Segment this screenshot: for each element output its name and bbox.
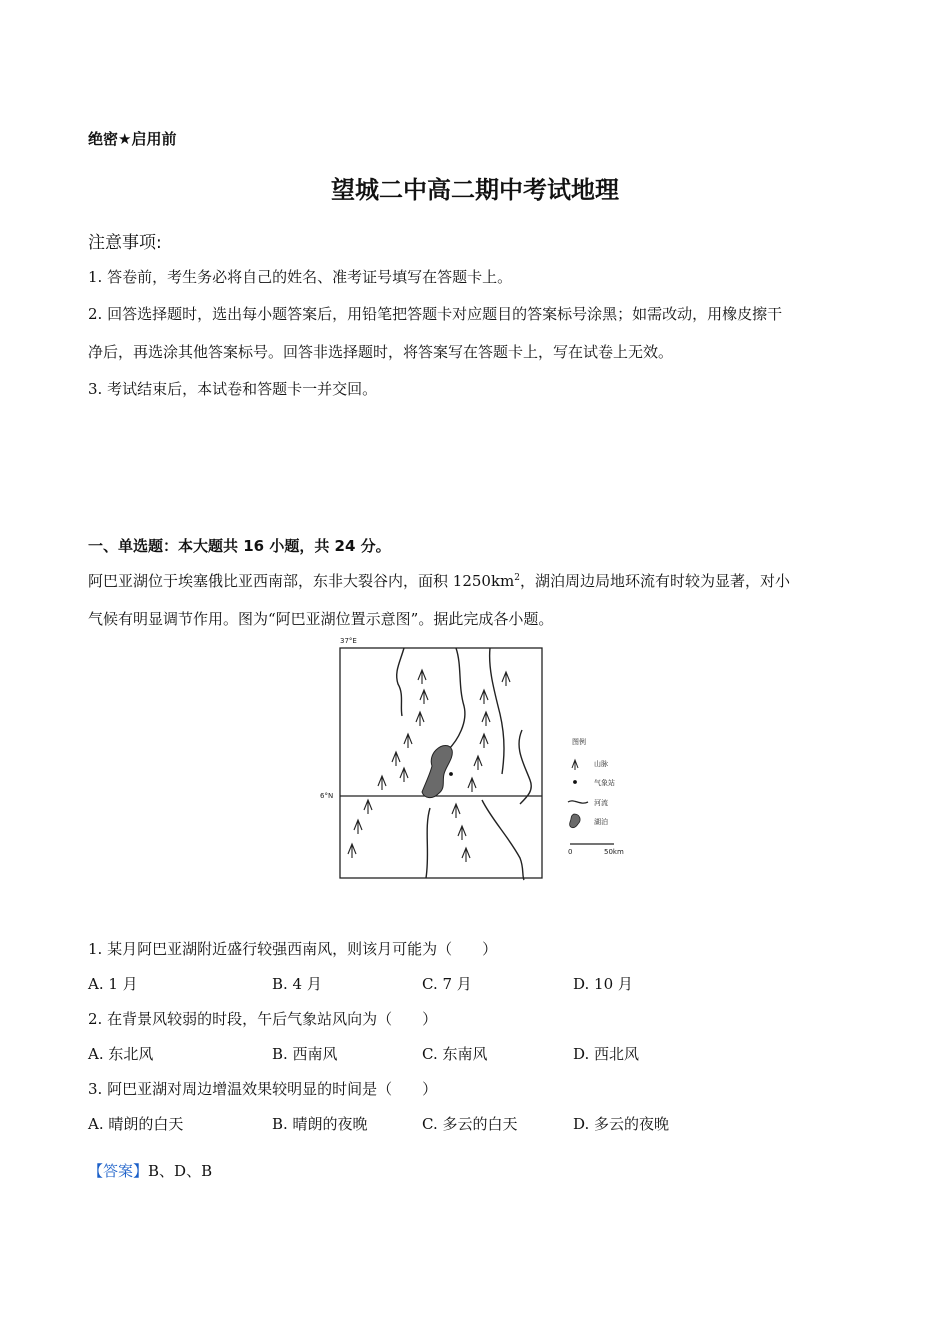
scale-zero: 0 [568,848,573,856]
question-2-stem: 2. 在背景风较弱的时段，午后气象站风向为（ ） [88,1010,438,1028]
question-1-stem: 1. 某月阿巴亚湖附近盛行较强西南风，则该月可能为（ ） [88,940,498,958]
mountain-icon [354,820,362,834]
area-superscript: 2 [514,573,520,583]
river-north [448,648,465,750]
question-3-option-b[interactable]: B. 晴朗的夜晚 [272,1115,368,1133]
mountain-icon [416,712,424,726]
question-3-option-d[interactable]: D. 多云的夜晚 [573,1115,670,1133]
legend-title: 图例 [572,738,586,746]
legend-station: 气象站 [594,779,615,787]
question-2-option-d[interactable]: D. 西北风 [573,1045,640,1063]
mountain-icon [418,670,426,684]
intro-line-1-b: ，湖泊周边局地环流有时较为显著，对小 [520,572,791,590]
notice-item-3: 3. 考试结束后，本试卷和答题卡一并交回。 [88,380,378,398]
secret-mark: 绝密★启用前 [88,130,177,148]
question-3-option-a[interactable]: A. 晴朗的白天 [88,1115,184,1133]
mountain-icon [462,848,470,862]
mountain-icon [458,826,466,840]
abaya-lake [422,746,452,798]
intro-line-2: 气候有明显调节作用。图为“阿巴亚湖位置示意图”。据此完成各小题。 [88,610,554,628]
question-2-option-c[interactable]: C. 东南风 [422,1045,488,1063]
question-1-option-c[interactable]: C. 7 月 [422,975,472,993]
mountain-icon [468,778,476,792]
abaya-lake-map [318,632,638,882]
question-2-option-b[interactable]: B. 西南风 [272,1045,338,1063]
legend-lake: 湖泊 [594,818,608,826]
answer-tag: 【答案】 [88,1162,149,1180]
mountain-icon [404,734,412,748]
question-1-option-d[interactable]: D. 10 月 [573,975,633,993]
legend-station-icon [573,780,577,784]
intro-line-1 [88,570,790,591]
section-heading: 一、单选题：本大题共 16 小题，共 24 分。 [88,537,391,555]
river-ne [490,648,504,774]
answer-line [88,1160,212,1181]
river-east [519,730,531,804]
mountain-icon [348,844,356,858]
mountain-icon [364,800,372,814]
answer-value: B、D、B [148,1162,213,1180]
legend-river: 河流 [594,799,608,807]
notice-item-2-cont: 净后，再选涂其他答案标号。回答非选择题时，将答案写在答题卡上，写在试卷上无效。 [88,343,674,361]
legend-mountain: 山脉 [594,760,608,768]
weather-station [449,772,453,776]
question-1-option-b[interactable]: B. 4 月 [272,975,322,993]
legend-mountain-icon [572,760,578,770]
intro-line-1-a: 阿巴亚湖位于埃塞俄比亚西南部，东非大裂谷内，面积 1250km [88,572,515,590]
mountain-icon [378,776,386,790]
mountain-icon [392,752,400,766]
notice-heading-colon: : [156,233,162,253]
question-3-stem: 3. 阿巴亚湖对周边增温效果较明显的时间是（ ） [88,1080,438,1098]
latitude-label: 6°N [320,792,334,800]
notice-item-1: 1. 答卷前，考生务必将自己的姓名、准考证号填写在答题卡上。 [88,268,513,286]
mountain-icon [420,690,428,704]
mountain-icon [452,804,460,818]
river-south-east [482,800,524,880]
legend-river-icon [568,801,588,803]
mountain-icon [480,690,488,704]
longitude-label: 37°E [340,637,357,645]
river-south-west [426,808,430,878]
mountain-icon [474,756,482,770]
notice-heading [88,228,162,253]
question-2-option-a[interactable]: A. 东北风 [88,1045,154,1063]
question-3-option-c[interactable]: C. 多云的白天 [422,1115,518,1133]
notice-item-2: 2. 回答选择题时，选出每小题答案后，用铅笔把答题卡对应题目的答案标号涂黑；如需改动，用橡皮擦干 [88,305,783,323]
question-1-option-a[interactable]: A. 1 月 [88,975,138,993]
scale-end: 50km [604,848,624,856]
mountain-symbols [348,670,510,862]
river-nw [397,648,404,716]
notice-heading-text: 注意事项 [88,233,156,253]
mountain-icon [480,734,488,748]
exam-title: 望城二中高二期中考试地理 [331,176,619,204]
mountain-icon [502,672,510,686]
mountain-icon [400,768,408,782]
mountain-icon [482,712,490,726]
legend-lake-icon [570,814,580,828]
